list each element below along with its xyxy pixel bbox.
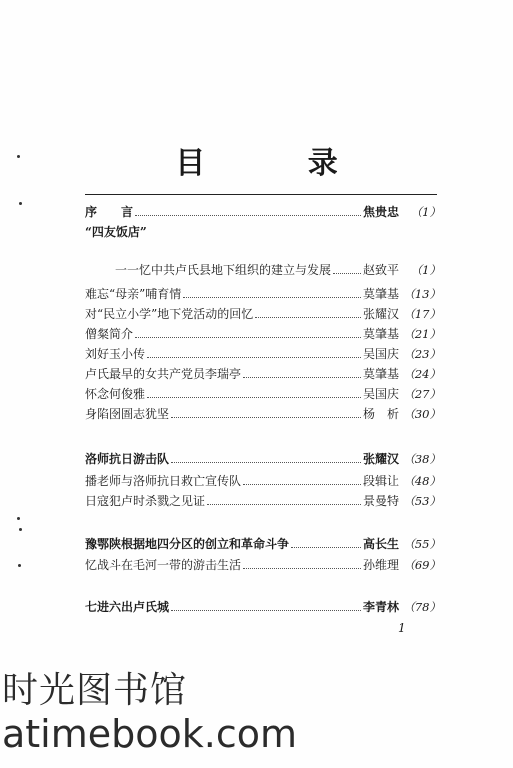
toc-entry xyxy=(85,382,441,402)
scan-speck xyxy=(17,155,20,158)
toc-entry-page: （55） xyxy=(403,537,441,551)
toc-entry-author: 孙维理 xyxy=(362,558,399,572)
toc-entry-title: 序 言 xyxy=(85,205,134,219)
toc-entry xyxy=(85,469,441,489)
toc-entry-title: 对“民立小学”地下党活动的回忆 xyxy=(85,307,254,321)
toc-entry-author: 莫肇基 xyxy=(362,287,399,301)
dot-leader xyxy=(291,547,361,548)
dot-leader xyxy=(135,215,361,216)
toc-entry xyxy=(85,553,441,573)
toc-entry-page: （30） xyxy=(403,407,441,421)
dot-leader xyxy=(171,610,361,611)
dot-leader xyxy=(243,484,361,485)
toc-entry xyxy=(85,200,441,220)
toc-entry-author: 段辑让 xyxy=(362,474,399,488)
toc-entry xyxy=(85,322,441,342)
toc-entry-page: （13） xyxy=(403,287,441,301)
dot-leader xyxy=(171,462,361,463)
scan-speck xyxy=(19,528,22,531)
dot-leader xyxy=(147,397,361,398)
scan-speck xyxy=(17,517,20,520)
toc-entry xyxy=(85,402,441,422)
toc-entry-author: 焦贵忠 xyxy=(362,205,399,219)
dot-leader xyxy=(147,357,361,358)
toc-entry xyxy=(85,489,441,509)
toc-entry-title: 七进六出卢氏城 xyxy=(85,600,170,614)
dot-leader xyxy=(255,317,361,318)
watermark-url: atimebook.com xyxy=(2,712,298,756)
toc-entry-title: 卢氏最早的女共产党员李瑞亭 xyxy=(85,367,242,381)
toc-entry-title: 洛师抗日游击队 xyxy=(85,452,170,466)
dot-leader xyxy=(333,273,361,274)
toc-entry-page: （27） xyxy=(403,387,441,401)
watermark-text: 时光图书馆 xyxy=(2,670,188,711)
dot-leader xyxy=(183,297,361,298)
page-title: 目 录 xyxy=(175,146,384,181)
dot-leader xyxy=(243,377,361,378)
dot-leader xyxy=(243,568,361,569)
toc-entry-page: （23） xyxy=(403,347,441,361)
toc-entry-author: 莫肇基 xyxy=(362,367,399,381)
toc-entry-page: （48） xyxy=(403,474,441,488)
toc-entry-author: 李青林 xyxy=(362,600,399,614)
toc-entry-author: 张耀汉 xyxy=(362,452,399,466)
toc-entry-title: 怀念何俊雅 xyxy=(85,387,146,401)
toc-entry xyxy=(85,595,441,615)
toc-entry-title: 一一忆中共卢氏县地下组织的建立与发展 xyxy=(115,263,332,277)
toc-entry xyxy=(85,362,441,382)
scan-speck xyxy=(18,564,21,567)
toc-entry-page: （1） xyxy=(410,263,441,277)
toc-entry xyxy=(85,532,441,552)
toc-entry-page: （17） xyxy=(403,307,441,321)
toc-entry-title: 僧粲简介 xyxy=(85,327,134,341)
toc-entry xyxy=(85,447,441,467)
toc-entry-title: 豫鄂陕根据地四分区的创立和革命斗争 xyxy=(85,537,290,551)
dot-leader xyxy=(135,337,361,338)
toc-entry-author: 吴国庆 xyxy=(362,387,399,401)
title-rule xyxy=(85,194,437,195)
toc-entry-author: 杨 析 xyxy=(362,407,399,421)
toc-entry-author: 莫肇基 xyxy=(362,327,399,341)
toc-entry-title: 刘好玉小传 xyxy=(85,347,146,361)
dot-leader xyxy=(171,417,361,418)
toc-entry xyxy=(85,282,441,302)
toc-entry-heading: “四友饭店” xyxy=(85,225,147,239)
toc-entry-author: 高长生 xyxy=(362,537,399,551)
toc-entry-author: 景曼特 xyxy=(362,494,399,508)
page-number: 1 xyxy=(398,621,406,635)
toc-entry xyxy=(85,342,441,362)
toc-entry xyxy=(85,302,441,322)
toc-entry-page: （78） xyxy=(403,600,441,614)
toc-entry-title: 难忘“母亲”哺育情 xyxy=(85,287,182,301)
toc-entry-title: 身陷囹圄志犹坚 xyxy=(85,407,170,421)
toc-entry-author: 吴国庆 xyxy=(362,347,399,361)
toc-entry-author: 张耀汉 xyxy=(362,307,399,321)
toc-entry-title: 忆战斗在毛河一带的游击生活 xyxy=(85,558,242,572)
toc-entry-author: 赵致平 xyxy=(362,263,399,277)
toc-entry-page: （53） xyxy=(403,494,441,508)
toc-entry-page: （21） xyxy=(403,327,441,341)
toc-entry xyxy=(115,258,441,278)
toc-entry-page: （38） xyxy=(403,452,441,466)
dot-leader xyxy=(207,504,361,505)
toc-entry-page: （24） xyxy=(403,367,441,381)
toc-entry-title: 播老师与洛师抗日救亡宣传队 xyxy=(85,474,242,488)
scan-speck xyxy=(19,202,22,205)
toc-entry-page: （1） xyxy=(410,205,441,219)
toc-entry-page: （69） xyxy=(403,558,441,572)
toc-entry-title: 日寇犯卢时杀戮之见证 xyxy=(85,494,206,508)
